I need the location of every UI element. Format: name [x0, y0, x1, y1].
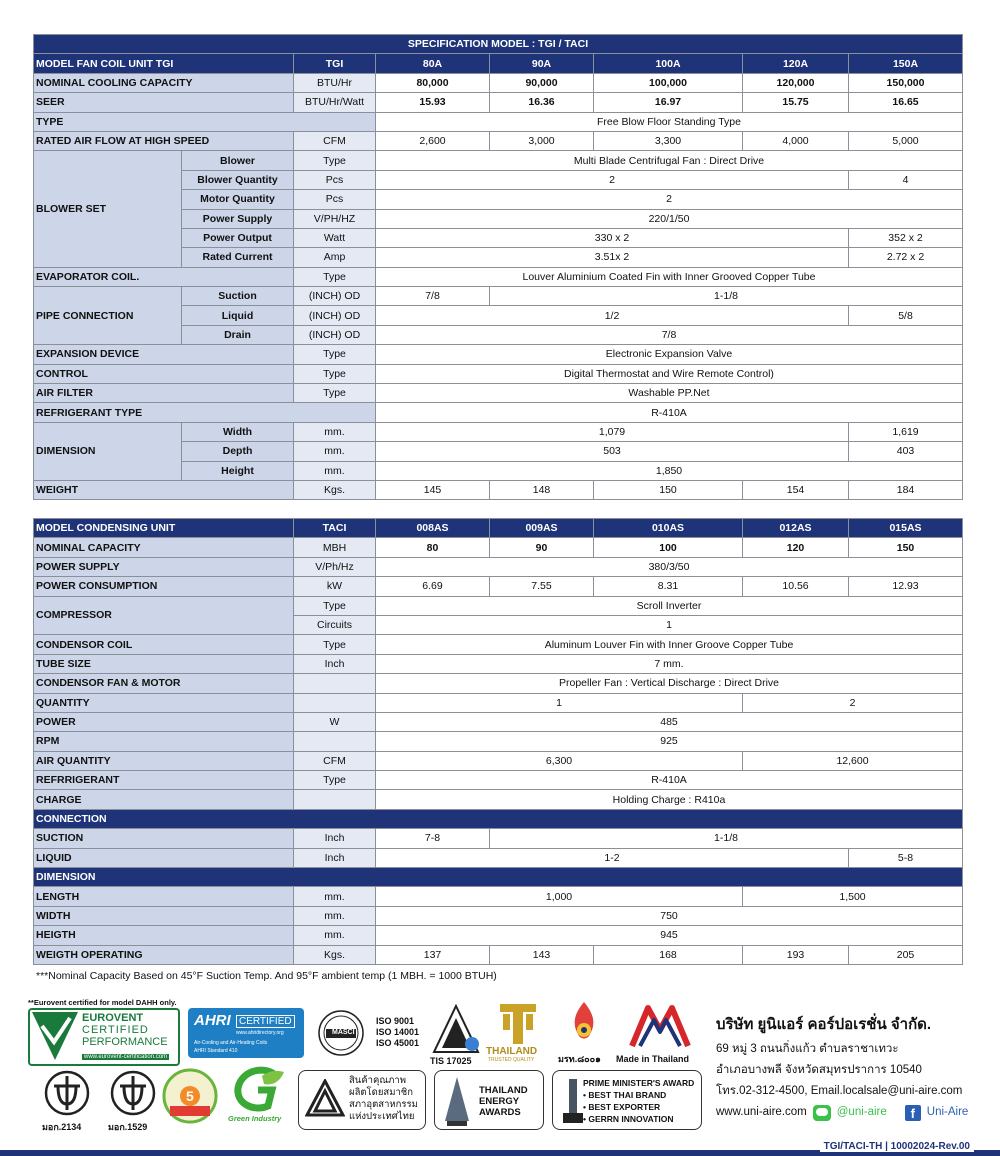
fti-line: แห่งประเทศไทย — [349, 1111, 415, 1122]
row-label: COMPRESSOR — [34, 596, 294, 635]
model-150a: 150A — [849, 54, 963, 73]
green-g-icon — [232, 1066, 286, 1112]
cell-value: Multi Blade Centrifugal Fan : Direct Drive — [376, 151, 963, 170]
cell-value: 5-8 — [849, 848, 963, 867]
row-unit: W — [294, 712, 376, 731]
cell-value: 7/8 — [376, 325, 963, 344]
table-row — [34, 635, 963, 654]
cell-value: Aluminum Louver Fin with Inner Groove Copper Tube — [376, 635, 963, 654]
table-row — [34, 403, 963, 422]
row-unit: Type — [294, 267, 376, 286]
table-row — [34, 480, 963, 499]
row-label: Height — [182, 461, 294, 480]
row-unit: Kgs. — [294, 480, 376, 499]
table-row — [34, 596, 963, 615]
row-label: Rated Current — [182, 248, 294, 267]
row-label: Drain — [182, 325, 294, 344]
table-row — [34, 751, 963, 770]
company-name: บริษัท ยูนิแอร์ คอร์ปอเรชั่น จำกัด. — [716, 1016, 932, 1033]
cell-value: 15.93 — [376, 93, 490, 112]
cell-value: 1,000 — [376, 887, 743, 906]
row-unit: Type — [294, 364, 376, 383]
iso-9001: ISO 9001 — [376, 1016, 415, 1026]
row-unit: Type — [294, 596, 376, 615]
eurovent-logo — [28, 1008, 180, 1066]
fan-coil-header-unit: TGI — [294, 54, 376, 73]
masci-text: MASCI — [332, 1029, 355, 1036]
row-label: SUCTION — [34, 829, 294, 848]
table-row — [34, 112, 963, 131]
company-address: 69 หมู่ 3 ถนนกิ่งแก้ว ตำบลราชาเทวะ — [716, 1043, 899, 1055]
eurovent-url: www.eurovent-certification.com — [84, 1054, 168, 1060]
row-label: Depth — [182, 442, 294, 461]
row-unit: V/Ph/Hz — [294, 557, 376, 576]
spec-title: SPECIFICATION MODEL : TGI / TACI — [34, 35, 963, 54]
row-unit: Kgs. — [294, 945, 376, 964]
cell-value: 150 — [849, 538, 963, 557]
cell-value: 16.36 — [490, 93, 594, 112]
fti-line: สินค้าคุณภาพ — [349, 1075, 407, 1086]
table-row — [34, 151, 963, 170]
company-links — [716, 1102, 968, 1123]
cell-value: 12.93 — [849, 577, 963, 596]
table-row — [34, 345, 963, 364]
cell-value: 150,000 — [849, 73, 963, 92]
row-label: CONDENSOR COIL — [34, 635, 294, 654]
cell-value: Propeller Fan : Vertical Discharge : Direct Drive — [376, 674, 963, 693]
row-label: Blower Quantity — [182, 170, 294, 189]
row-label: AIR QUANTITY — [34, 751, 294, 770]
model-012as: 012AS — [743, 519, 849, 538]
row-unit: (INCH) OD — [294, 306, 376, 325]
cell-value: 16.97 — [594, 93, 743, 112]
row-label: CONTROL — [34, 364, 294, 383]
cell-value: 137 — [376, 945, 490, 964]
row-unit — [294, 732, 376, 751]
tisi-label: มอก.1529 — [108, 1122, 148, 1132]
cell-value: 120 — [743, 538, 849, 557]
row-label: RATED AIR FLOW AT HIGH SPEED — [34, 131, 294, 150]
row-label: Liquid — [182, 306, 294, 325]
energy-awards-text — [479, 1085, 528, 1118]
cell-value: 150 — [594, 480, 743, 499]
row-label: POWER SUPPLY — [34, 557, 294, 576]
cell-value: 1/2 — [376, 306, 849, 325]
cell-value: 168 — [594, 945, 743, 964]
model-90a: 90A — [490, 54, 594, 73]
mrt-label: มรท.๘๐๐๑ — [558, 1054, 601, 1064]
condensing-header-label: MODEL CONDENSING UNIT — [34, 519, 294, 538]
eurovent-text: EUROVENT — [82, 1012, 144, 1024]
row-label: HEIGTH — [34, 926, 294, 945]
row-unit: Inch — [294, 848, 376, 867]
cell-value: Electronic Expansion Valve — [376, 345, 963, 364]
cell-value: 380/3/50 — [376, 557, 963, 576]
table-row — [34, 693, 963, 712]
fti-text — [349, 1075, 418, 1123]
cell-value: 193 — [743, 945, 849, 964]
table-row — [34, 131, 963, 150]
energy-label-5-logo — [162, 1066, 218, 1130]
thailand-brand-text: TRUSTED QUALITY — [488, 1057, 535, 1063]
table-row — [34, 732, 963, 751]
table-row — [34, 790, 963, 809]
iso-45001: ISO 45001 — [376, 1038, 420, 1048]
fti-quality-logo — [298, 1070, 426, 1130]
group-label: DIMENSION — [34, 422, 182, 480]
row-label: Motor Quantity — [182, 190, 294, 209]
model-008as: 008AS — [376, 519, 490, 538]
website-link[interactable]: www.uni-aire.com — [716, 1106, 807, 1118]
row-label: SEER — [34, 93, 294, 112]
row-label: NOMINAL CAPACITY — [34, 538, 294, 557]
cell-value: 945 — [376, 926, 963, 945]
table-row — [34, 829, 963, 848]
table-row — [34, 654, 963, 673]
tis-pyramid-icon — [432, 1004, 480, 1054]
section-row — [34, 809, 963, 828]
row-unit: Pcs — [294, 190, 376, 209]
cell-value: 503 — [376, 442, 849, 461]
table-row — [34, 422, 963, 441]
cell-value: 7.55 — [490, 577, 594, 596]
tis-17025-logo — [428, 1004, 484, 1068]
row-unit: Type — [294, 771, 376, 790]
iso-14001: ISO 14001 — [376, 1027, 420, 1037]
cell-value: 2,600 — [376, 131, 490, 150]
cell-value: 3.51x 2 — [376, 248, 849, 267]
pm-award-line: PRIME MINISTER'S AWARD — [583, 1078, 695, 1088]
condensing-unit-spec-table — [33, 518, 963, 965]
model-009as: 009AS — [490, 519, 594, 538]
cell-value: 2 — [376, 170, 849, 189]
eurovent-text: PERFORMANCE — [82, 1036, 168, 1048]
row-unit — [294, 693, 376, 712]
table-row — [34, 906, 963, 925]
row-label: EXPANSION DEVICE — [34, 345, 294, 364]
row-label: WEIGHT — [34, 480, 294, 499]
cell-value: 750 — [376, 906, 963, 925]
row-unit: kW — [294, 577, 376, 596]
cell-value: 2 — [376, 190, 963, 209]
row-label: Width — [182, 422, 294, 441]
row-unit: Circuits — [294, 615, 376, 634]
table-row — [34, 538, 963, 557]
cell-value: 5/8 — [849, 306, 963, 325]
ahri-certified: CERTIFIED — [236, 1015, 295, 1028]
row-label: Blower — [182, 151, 294, 170]
row-unit: (INCH) OD — [294, 287, 376, 306]
eurovent-note: **Eurovent certified for model DAHH only. — [28, 998, 177, 1007]
thailand-brand-text: THAILAND — [486, 1046, 538, 1057]
table-row — [34, 887, 963, 906]
cell-value: 1,500 — [743, 887, 963, 906]
thailand-t-icon — [500, 1004, 536, 1044]
cell-value: 1,850 — [376, 461, 963, 480]
cell-value: 3,000 — [490, 131, 594, 150]
row-unit: Type — [294, 151, 376, 170]
cell-value: 90,000 — [490, 73, 594, 92]
row-label: POWER CONSUMPTION — [34, 577, 294, 596]
facebook-link[interactable]: Uni-Aire — [926, 1106, 969, 1118]
tisi-label: มอก.2134 — [42, 1122, 82, 1132]
cell-value: 154 — [743, 480, 849, 499]
model-120a: 120A — [743, 54, 849, 73]
made-in-thailand-logo — [616, 1002, 706, 1066]
row-label: Power Supply — [182, 209, 294, 228]
table-row — [34, 712, 963, 731]
cell-value: 1-1/8 — [490, 287, 963, 306]
cell-value: Free Blow Floor Standing Type — [376, 112, 963, 131]
cell-value: 80,000 — [376, 73, 490, 92]
cell-value: 145 — [376, 480, 490, 499]
cell-value: 100 — [594, 538, 743, 557]
ahri-text: Air-Cooling and Air-Heating Coils — [194, 1040, 268, 1046]
row-label: WIDTH — [34, 906, 294, 925]
document-reference: TGI/TACI-TH | 10002024-Rev.00 — [820, 1141, 974, 1152]
row-unit: Type — [294, 345, 376, 364]
cell-value: 148 — [490, 480, 594, 499]
cell-value: Digital Thermostat and Wire Remote Control) — [376, 364, 963, 383]
energy-level: 5 — [186, 1088, 194, 1104]
table-row — [34, 73, 963, 92]
row-label: LENGTH — [34, 887, 294, 906]
row-label: WEIGTH OPERATING — [34, 945, 294, 964]
cell-value: 90 — [490, 538, 594, 557]
row-unit — [294, 674, 376, 693]
row-unit: mm. — [294, 906, 376, 925]
cell-value: 1 — [376, 693, 743, 712]
row-label: CONDENSOR FAN & MOTOR — [34, 674, 294, 693]
prime-minister-award-logo — [552, 1070, 702, 1130]
cell-value: R-410A — [376, 771, 963, 790]
cell-value: 6.69 — [376, 577, 490, 596]
row-label: Suction — [182, 287, 294, 306]
company-contact: โทร.02-312-4500, Email.localsale@uni-aire.com — [716, 1085, 963, 1097]
section-row — [34, 868, 963, 887]
ahri-url: www.ahridirectory.org — [236, 1030, 284, 1036]
table-row — [34, 945, 963, 964]
row-label: NOMINAL COOLING CAPACITY — [34, 73, 294, 92]
row-unit: mm. — [294, 461, 376, 480]
row-unit: Inch — [294, 654, 376, 673]
table-row — [34, 771, 963, 790]
tis-label: TIS 17025 — [430, 1056, 472, 1066]
row-label: LIQUID — [34, 848, 294, 867]
row-label: CHARGE — [34, 790, 294, 809]
cell-value: 485 — [376, 712, 963, 731]
row-label: REFRIGERANT TYPE — [34, 403, 376, 422]
made-in-thailand-icon — [628, 1002, 692, 1050]
row-unit: CFM — [294, 131, 376, 150]
fti-line: ผลิตโดยสมาชิก — [349, 1087, 413, 1098]
cell-value: 1 — [376, 615, 963, 634]
company-info — [716, 1014, 968, 1123]
cell-value: 3,300 — [594, 131, 743, 150]
cell-value: 12,600 — [743, 751, 963, 770]
cell-value: Holding Charge : R410a — [376, 790, 963, 809]
row-unit: mm. — [294, 887, 376, 906]
row-label: RPM — [34, 732, 294, 751]
row-unit: Inch — [294, 829, 376, 848]
tisi-1529-logo — [106, 1070, 162, 1132]
ahri-logo — [188, 1008, 304, 1058]
cell-value: 7 mm. — [376, 654, 963, 673]
energy-awards-logo — [434, 1070, 544, 1130]
fan-coil-header-label: MODEL FAN COIL UNIT TGI — [34, 54, 294, 73]
section-connection: CONNECTION — [34, 809, 963, 828]
group-label: PIPE CONNECTION — [34, 287, 182, 345]
award-statue-icon — [561, 1077, 585, 1125]
cell-value: 7/8 — [376, 287, 490, 306]
row-unit: V/PH/HZ — [294, 209, 376, 228]
table-row — [34, 848, 963, 867]
cell-value: 15.75 — [743, 93, 849, 112]
cell-value: R-410A — [376, 403, 963, 422]
row-unit: Amp — [294, 248, 376, 267]
row-label: AIR FILTER — [34, 384, 294, 403]
cell-value: Scroll Inverter — [376, 596, 963, 615]
line-icon — [813, 1105, 831, 1121]
thailand-brand-logo — [486, 1004, 550, 1064]
row-unit: BTU/Hr/Watt — [294, 93, 376, 112]
cell-value: Washable PP.Net — [376, 384, 963, 403]
row-unit: mm. — [294, 926, 376, 945]
cell-value: 100,000 — [594, 73, 743, 92]
table-row — [34, 926, 963, 945]
cell-value: 330 x 2 — [376, 228, 849, 247]
row-unit: Pcs — [294, 170, 376, 189]
table-row — [34, 674, 963, 693]
row-label: EVAPORATOR COIL. — [34, 267, 294, 286]
tis-mrt-logo — [556, 1000, 612, 1066]
cell-value: 2.72 x 2 — [849, 248, 963, 267]
row-unit: Watt — [294, 228, 376, 247]
cell-value: 1,079 — [376, 422, 849, 441]
eurovent-check-icon — [32, 1012, 78, 1062]
cell-value: 403 — [849, 442, 963, 461]
row-unit: CFM — [294, 751, 376, 770]
row-label: Power Output — [182, 228, 294, 247]
line-link[interactable]: @uni-aire — [836, 1106, 887, 1118]
cell-value: 4 — [849, 170, 963, 189]
cell-value: 6,300 — [376, 751, 743, 770]
row-unit: mm. — [294, 422, 376, 441]
tisi-mark-icon — [110, 1070, 156, 1116]
tisi-2134-logo — [40, 1070, 96, 1132]
table-row — [34, 287, 963, 306]
pm-award-line: • BEST THAI BRAND — [583, 1090, 667, 1100]
cell-value: 8.31 — [594, 577, 743, 596]
row-unit: Type — [294, 635, 376, 654]
cell-value: 4,000 — [743, 131, 849, 150]
cell-value: 1-1/8 — [490, 829, 963, 848]
flame-emblem-icon — [566, 1000, 602, 1046]
model-80a: 80A — [376, 54, 490, 73]
group-label: BLOWER SET — [34, 151, 182, 267]
row-label: REFRRIGERANT — [34, 771, 294, 790]
iso-logo — [310, 1010, 426, 1056]
cell-value: 220/1/50 — [376, 209, 963, 228]
cell-value: 352 x 2 — [849, 228, 963, 247]
table-row — [34, 557, 963, 576]
tisi-mark-icon — [44, 1070, 90, 1116]
cell-value: 16.65 — [849, 93, 963, 112]
eurovent-text: CERTIFIED — [82, 1024, 149, 1036]
energy-awards-line: ENERGY — [479, 1096, 520, 1107]
made-in-label: Made in Thailand — [616, 1054, 690, 1064]
cell-value: 80 — [376, 538, 490, 557]
ahri-text: AHRI — [194, 1012, 231, 1029]
energy-awards-line: AWARDS — [479, 1107, 521, 1118]
table-row — [34, 267, 963, 286]
cell-value: 7-8 — [376, 829, 490, 848]
row-label: TUBE SIZE — [34, 654, 294, 673]
table-row — [34, 577, 963, 596]
row-unit: Type — [294, 384, 376, 403]
row-unit — [294, 790, 376, 809]
cell-value: 925 — [376, 732, 963, 751]
cell-value: 120,000 — [743, 73, 849, 92]
pm-award-line: • BEST EXPORTER — [583, 1102, 661, 1112]
fti-triangle-icon — [305, 1079, 345, 1119]
fan-coil-spec-table — [33, 34, 963, 500]
energy-awards-line: THAILAND — [479, 1085, 528, 1096]
condensing-header-unit: TACI — [294, 519, 376, 538]
row-unit: mm. — [294, 442, 376, 461]
cell-value: 1,619 — [849, 422, 963, 441]
row-unit: (INCH) OD — [294, 325, 376, 344]
cell-value: 184 — [849, 480, 963, 499]
model-015as: 015AS — [849, 519, 963, 538]
trophy-icon — [443, 1075, 471, 1127]
table-row — [34, 364, 963, 383]
cell-value: 5,000 — [849, 131, 963, 150]
green-industry-logo — [226, 1066, 292, 1130]
row-unit: BTU/Hr — [294, 73, 376, 92]
iso-list — [376, 1016, 419, 1049]
facebook-icon: f — [905, 1105, 921, 1121]
cell-value: 1-2 — [376, 848, 849, 867]
section-dimension: DIMENSION — [34, 868, 963, 887]
cell-value: 10.56 — [743, 577, 849, 596]
cell-value: 143 — [490, 945, 594, 964]
cell-value: 2 — [743, 693, 963, 712]
fti-line: สภาอุตสาหกรรม — [349, 1099, 418, 1110]
row-label: POWER — [34, 712, 294, 731]
company-address: อำเภอบางพลี จังหวัดสมุทรปราการ 10540 — [716, 1064, 922, 1076]
cell-value: Louver Aluminium Coated Fin with Inner Grooved Copper Tube — [376, 267, 963, 286]
pm-award-line: • GERRN INNOVATION — [583, 1114, 674, 1124]
cell-value: 205 — [849, 945, 963, 964]
table-row — [34, 93, 963, 112]
pm-award-text — [583, 1077, 694, 1125]
green-industry-label: Green Industry — [228, 1114, 282, 1123]
capacity-footnote: ***Nominal Capacity Based on 45°F Suction Temp. And 95°F ambient temp (1 MBH. = 1000 BTUH) — [36, 970, 497, 982]
ahri-text: AHRI Standard 410 — [194, 1048, 238, 1054]
table-row — [34, 384, 963, 403]
row-unit: MBH — [294, 538, 376, 557]
model-100a: 100A — [594, 54, 743, 73]
row-label: QUANTITY — [34, 693, 294, 712]
model-010as: 010AS — [594, 519, 743, 538]
row-label: TYPE — [34, 112, 376, 131]
